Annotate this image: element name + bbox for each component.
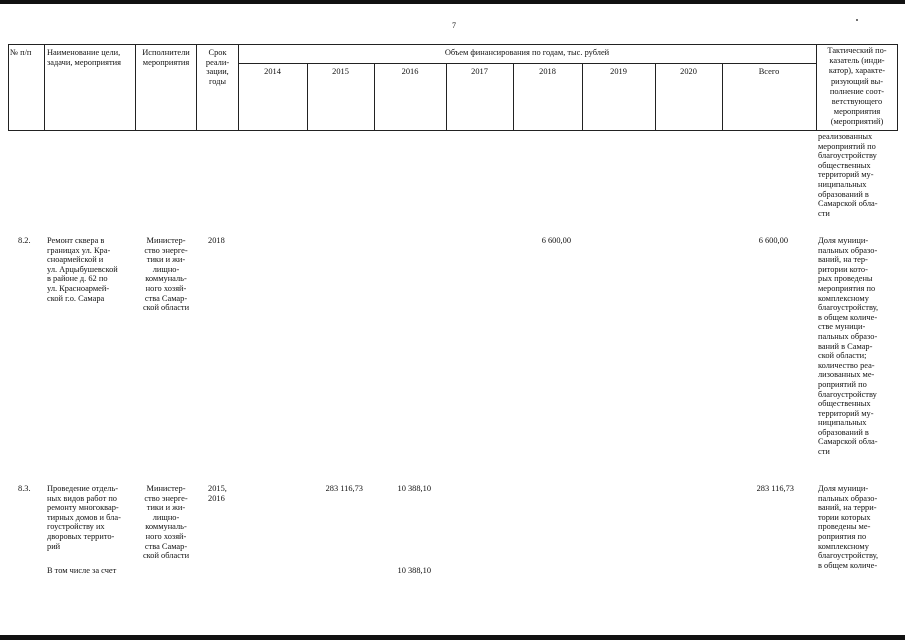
row-8-3-exec: Министер- ство энерге- тики и жи- лищно- коммуналь- ного хозяй- ства Самар- ской области <box>142 484 190 561</box>
header-year-2016: 2016 <box>401 67 419 76</box>
row-8-2-exec: Министер- ство энерге- тики и жи- лищно- коммуналь- ного хозяй- ства Самар- ской области <box>142 236 190 313</box>
years-divider-line <box>238 63 816 64</box>
header-num: № п/п <box>10 48 32 57</box>
col-line-13 <box>897 44 898 131</box>
header-year-2018: 2018 <box>539 67 556 76</box>
row-8-3-value-2016: 10 388,10 <box>397 484 431 493</box>
row-8-2-total: 6 600,00 <box>758 236 788 245</box>
carry-over-indicator: реализованных мероприятий по благоустройству общественных территорий му- ниципальных образований в Самарской обла- сти <box>818 132 878 218</box>
header-year-2017: 2017 <box>471 67 488 76</box>
header-year-2020: 2020 <box>680 67 697 76</box>
row-8-2-term: 2018 <box>208 236 225 245</box>
header-name: Наименование цели, задачи, мероприятия <box>47 48 121 67</box>
col-line-1 <box>44 44 45 131</box>
header-term: Срок реали- зации, годы <box>205 48 230 86</box>
row-8-2-name: Ремонт сквера в границах ул. Кра- сноармейской и ул. Арцыбушевской в районе д. 62 по ул. Красноармей- ской г.о. Самара <box>47 236 118 303</box>
row-8-3-value-2015: 283 116,73 <box>325 484 363 493</box>
page-number: 7 <box>452 21 456 30</box>
row-8-3-term: 2015, 2016 <box>208 484 227 503</box>
row-8-3-indicator: Доля муници- пальных образо- ваний, на терри- тории которых проведены ме- роприятия по комплексному благоустройству, в общем количе- <box>818 484 879 570</box>
col-line-0 <box>8 44 9 131</box>
row-8-3-name: Проведение отдель- ных видов работ по ремонту многоквар- тирных домов и бла- гоустройству их дворовых террито- рий <box>47 484 121 551</box>
row-8-3-total: 283 116,73 <box>756 484 794 493</box>
header-year-2014: 2014 <box>264 67 281 76</box>
header-bottom-line <box>8 130 898 131</box>
scan-speck <box>856 19 858 21</box>
header-year-2015: 2015 <box>332 67 349 76</box>
subrow-value-2016: 10 388,10 <box>397 566 431 575</box>
subrow-label: В том числе за счет <box>47 566 117 575</box>
header-year-2019: 2019 <box>610 67 627 76</box>
table-top-line <box>8 44 898 45</box>
row-8-2-value-2018: 6 600,00 <box>541 236 571 245</box>
header-indicator: Тактический по- казатель (инди- катор), характе- ризующий вы- полнение соот- ветствующего мероприятия (мероприятий) <box>827 46 887 127</box>
row-8-2-indicator: Доля муници- пальных образо- ваний, на тер- ритории кото- рых проведены мероприятия по комплексному благоустройству, в общем количе- стве муници- пальных образо- ваний в Самар- ской области; количество реа- лизованных ме- роприятий по благоустройству общественных территорий му- ниципальных образований в Самарской обла- сти <box>818 236 879 457</box>
top-border <box>0 0 905 4</box>
row-8-3-num: 8.3. <box>18 484 31 493</box>
header-exec: Исполнители мероприятия <box>142 48 190 67</box>
row-8-2-num: 8.2. <box>18 236 31 245</box>
bottom-border <box>0 635 905 640</box>
header-funding-title: Объем финансирования по годам, тыс. рублей <box>444 48 610 57</box>
header-total: Всего <box>758 67 780 76</box>
